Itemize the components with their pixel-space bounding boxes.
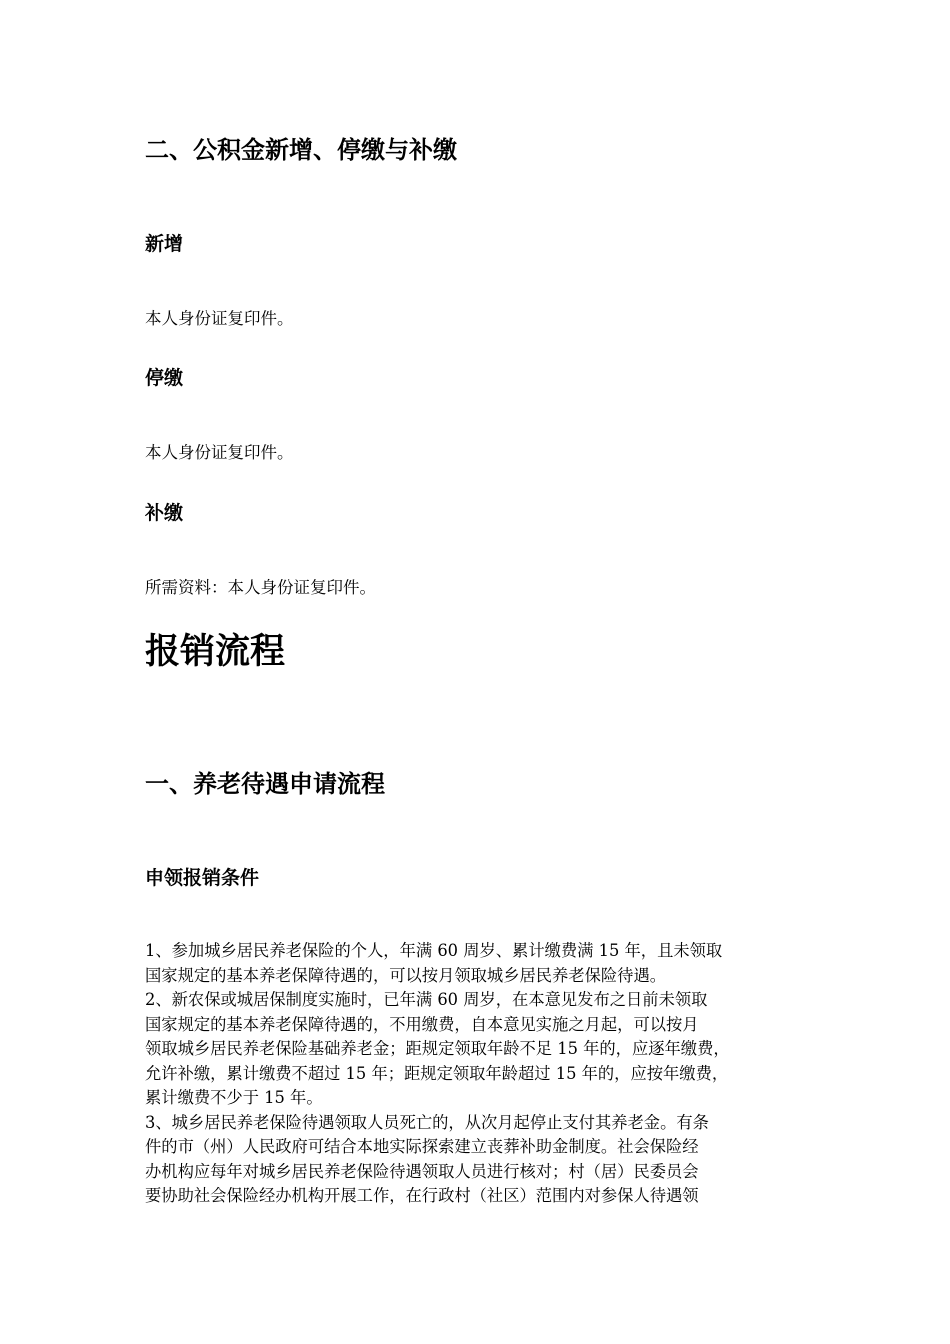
body-line: 办机构应每年对城乡居民养老保险待遇领取人员进行核对；村（居）民委员会 <box>145 1161 699 1181</box>
body-line: 2、新农保或城居保制度实施时，已年满 60 周岁，在本意见发布之日前未领取 <box>145 990 708 1009</box>
body-line: 国家规定的基本养老保障待遇的，可以按月领取城乡居民养老保险待遇。 <box>145 965 667 985</box>
body-line: 3、城乡居民养老保险待遇领取人员死亡的，从次月起停止支付其养老金。有条 <box>145 1112 709 1132</box>
body-line: 国家规定的基本养老保障待遇的，不用缴费，自本意见实施之月起，可以按月 <box>145 1014 699 1034</box>
body-line: 允许补缴，累计缴费不超过 15 年；距规定领取年龄超过 15 年的，应按年缴费， <box>145 1063 729 1083</box>
body-line: 件的市（州）人民政府可结合本地实际探索建立丧葬补助金制度。社会保险经 <box>145 1137 699 1156</box>
body-line: 累计缴费不少于 15 年。 <box>145 1088 323 1107</box>
subheading-add: 新增 <box>145 233 184 255</box>
body-line: 领取城乡居民养老保险基础养老金；距规定领取年龄不足 15 年的，应逐年缴费， <box>145 1039 730 1058</box>
paragraph-stop: 本人身份证复印件。 <box>145 443 294 462</box>
body-line: 要协助社会保险经办机构开展工作，在行政村（社区）范围内对参保人待遇领 <box>145 1186 699 1205</box>
title-reimbursement-process: 报销流程 <box>145 631 286 672</box>
body-line: 1、参加城乡居民养老保险的个人，年满 60 周岁、累计缴费满 15 年，且未领取 <box>145 941 723 960</box>
subheading-supplement: 补缴 <box>145 502 184 524</box>
subheading-conditions: 申领报销条件 <box>145 867 260 889</box>
section-heading-pension: 一、养老待遇申请流程 <box>145 770 385 798</box>
subheading-stop: 停缴 <box>145 367 184 389</box>
paragraph-supplement: 所需资料：本人身份证复印件。 <box>145 578 376 597</box>
conditions-body <box>145 939 815 1209</box>
section-heading-housing-fund: 二、公积金新增、停缴与补缴 <box>145 136 457 164</box>
paragraph-add: 本人身份证复印件。 <box>145 309 294 328</box>
